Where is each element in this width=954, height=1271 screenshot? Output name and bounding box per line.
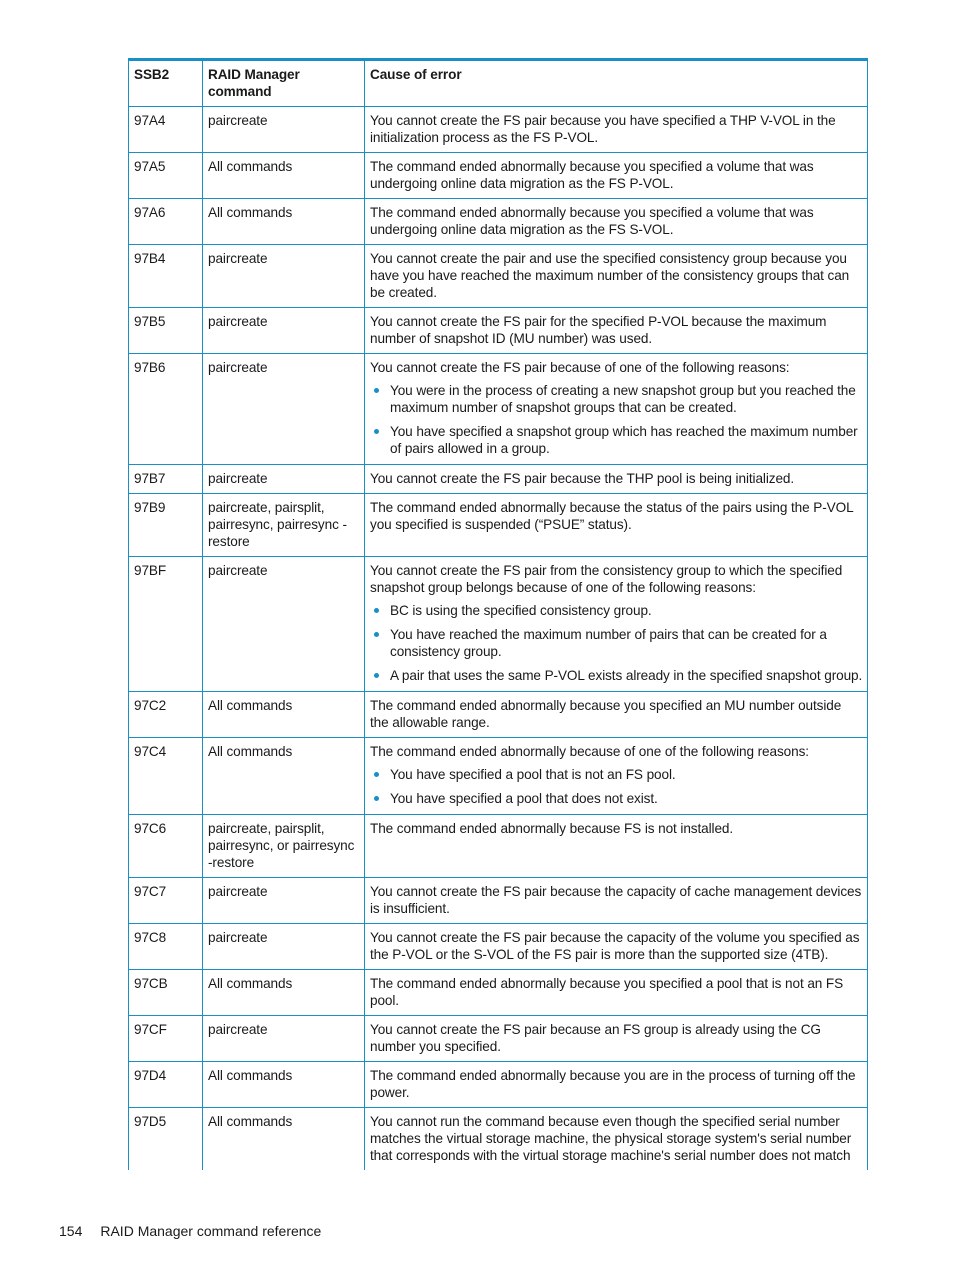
cause-of-error-cell (365, 1016, 868, 1062)
header-raid-manager-command: RAID Manager command (203, 60, 365, 107)
page-footer (59, 1223, 321, 1239)
cause-text: You cannot create the FS pair because you have specified a THP V-VOL in the initialization process as the FS P-VOL. (370, 113, 836, 145)
reason-list-item: You have specified a snapshot group which has reached the maximum number of pairs allowed in a group. (390, 423, 863, 457)
reason-list (370, 382, 863, 457)
cause-text: You cannot create the FS pair because an FS group is already using the CG number you specified. (370, 1022, 821, 1054)
error-code-table (128, 58, 868, 1170)
cause-text: You cannot create the FS pair from the consistency group to which the specified snapshot group belongs because of one of the following reasons: (370, 563, 843, 595)
cause-text: The command ended abnormally because you specified a volume that was undergoing online data migration as the FS P-VOL. (370, 159, 814, 191)
cause-of-error-cell (365, 494, 868, 557)
table-row (129, 738, 868, 815)
ssb2-code-cell: 97BF (129, 557, 203, 692)
cause-text: You cannot create the pair and use the specified consistency group because you have you have reached the maximum number of the consistency groups that can be created. (370, 251, 850, 300)
ssb2-code-cell: 97B5 (129, 308, 203, 354)
reason-list-item: A pair that uses the same P-VOL exists already in the specified snapshot group. (390, 668, 863, 683)
table-row (129, 494, 868, 557)
table-row (129, 1108, 868, 1171)
ssb2-code-cell: 97A4 (129, 107, 203, 153)
cause-of-error-cell (365, 153, 868, 199)
header-ssb2: SSB2 (129, 60, 203, 107)
ssb2-code-cell: 97D5 (129, 1108, 203, 1171)
raid-command-cell: All commands (203, 1108, 365, 1171)
reason-list-item: You have specified a pool that is not an FS pool. (390, 766, 863, 783)
raid-command-cell: paircreate (203, 245, 365, 308)
table-row (129, 692, 868, 738)
cause-text: The command ended abnormally because you specified a pool that is not an FS pool. (370, 976, 844, 1008)
ssb2-code-cell: 97CB (129, 970, 203, 1016)
cause-text: You cannot create the FS pair because the THP pool is being initialized. (370, 471, 795, 486)
cause-text: The command ended abnormally because of one of the following reasons: (370, 744, 809, 759)
cause-text: You cannot run the command because even though the specified serial number matches the virtual storage machine, the physical storage system's serial number that corresponds with the virtual storage machine's serial number does not match (370, 1114, 852, 1163)
ssb2-code-cell: 97C8 (129, 924, 203, 970)
ssb2-code-cell: 97B6 (129, 354, 203, 465)
cause-of-error-cell (365, 1108, 868, 1171)
cause-of-error-cell (365, 107, 868, 153)
cause-text: The command ended abnormally because you specified a volume that was undergoing online data migration as the FS S-VOL. (370, 205, 814, 237)
table-row (129, 1016, 868, 1062)
table-row (129, 465, 868, 494)
table-row (129, 557, 868, 692)
raid-command-cell: paircreate (203, 878, 365, 924)
cause-of-error-cell (365, 924, 868, 970)
raid-command-cell: All commands (203, 692, 365, 738)
raid-command-cell: paircreate (203, 308, 365, 354)
ssb2-code-cell: 97B4 (129, 245, 203, 308)
cause-of-error-cell (365, 1062, 868, 1108)
reason-list-item: BC is using the specified consistency group. (390, 602, 863, 619)
raid-command-cell: paircreate (203, 107, 365, 153)
cause-of-error-cell (365, 308, 868, 354)
reason-list-item: You were in the process of creating a new snapshot group but you reached the maximum number of snapshot groups that can be created. (390, 382, 863, 416)
header-cause-of-error: Cause of error (365, 60, 868, 107)
cause-of-error-cell (365, 692, 868, 738)
cause-text: You cannot create the FS pair because the capacity of cache management devices is insufficient. (370, 884, 862, 916)
table-row (129, 199, 868, 245)
cause-text: You cannot create the FS pair because of one of the following reasons: (370, 360, 790, 375)
cause-of-error-cell (365, 738, 868, 815)
table-row (129, 153, 868, 199)
raid-command-cell: paircreate (203, 557, 365, 692)
cause-text: You cannot create the FS pair because the capacity of the volume you specified as the P-VOL or the S-VOL of the FS pair is more than the supported size (4TB). (370, 930, 860, 962)
ssb2-code-cell: 97C7 (129, 878, 203, 924)
table-row (129, 245, 868, 308)
ssb2-code-cell: 97C2 (129, 692, 203, 738)
reason-list-item: You have reached the maximum number of pairs that can be created for a consistency group. (390, 626, 863, 660)
ssb2-code-cell: 97C6 (129, 815, 203, 878)
footer-section-title: RAID Manager command reference (100, 1223, 322, 1239)
table-row (129, 970, 868, 1016)
cause-text: You cannot create the FS pair for the specified P-VOL because the maximum number of snapshot ID (MU number) was used. (370, 314, 827, 346)
table-row (129, 878, 868, 924)
cause-text: The command ended abnormally because the status of the pairs using the P-VOL you specified is suspended (“PSUE” status). (370, 500, 854, 532)
table-row (129, 924, 868, 970)
table-row (129, 1062, 868, 1108)
raid-command-cell: paircreate (203, 354, 365, 465)
table-header-row (129, 60, 868, 107)
cause-of-error-cell (365, 815, 868, 878)
table-row (129, 107, 868, 153)
ssb2-code-cell: 97A6 (129, 199, 203, 245)
reason-list-item: You have specified a pool that does not exist. (390, 790, 863, 807)
cause-of-error-cell (365, 199, 868, 245)
raid-command-cell: All commands (203, 199, 365, 245)
page-number: 154 (59, 1223, 83, 1239)
ssb2-code-cell: 97A5 (129, 153, 203, 199)
cause-text: The command ended abnormally because you are in the process of turning off the power. (370, 1068, 856, 1100)
table-row (129, 815, 868, 878)
cause-text: The command ended abnormally because FS is not installed. (370, 821, 734, 836)
error-code-table-container (128, 58, 867, 1170)
cause-of-error-cell (365, 245, 868, 308)
raid-command-cell: paircreate, pairsplit, pairresync, or pairresync -restore (203, 815, 365, 878)
raid-command-cell: paircreate (203, 924, 365, 970)
raid-command-cell: All commands (203, 738, 365, 815)
raid-command-cell: All commands (203, 153, 365, 199)
raid-command-cell: paircreate (203, 465, 365, 494)
cause-of-error-cell (365, 970, 868, 1016)
reason-list (370, 602, 863, 684)
ssb2-code-cell: 97B7 (129, 465, 203, 494)
raid-command-cell: paircreate (203, 1016, 365, 1062)
table-row (129, 354, 868, 465)
ssb2-code-cell: 97C4 (129, 738, 203, 815)
raid-command-cell: All commands (203, 970, 365, 1016)
cause-of-error-cell (365, 557, 868, 692)
cause-of-error-cell (365, 878, 868, 924)
ssb2-code-cell: 97CF (129, 1016, 203, 1062)
table-row (129, 308, 868, 354)
cause-text: The command ended abnormally because you specified an MU number outside the allowable range. (370, 698, 842, 730)
raid-command-cell: All commands (203, 1062, 365, 1108)
raid-command-cell: paircreate, pairsplit, pairresync, pairresync -restore (203, 494, 365, 557)
ssb2-code-cell: 97D4 (129, 1062, 203, 1108)
reason-list (370, 766, 863, 807)
ssb2-code-cell: 97B9 (129, 494, 203, 557)
table-body (129, 107, 868, 1171)
cause-of-error-cell (365, 354, 868, 465)
cause-of-error-cell (365, 465, 868, 494)
